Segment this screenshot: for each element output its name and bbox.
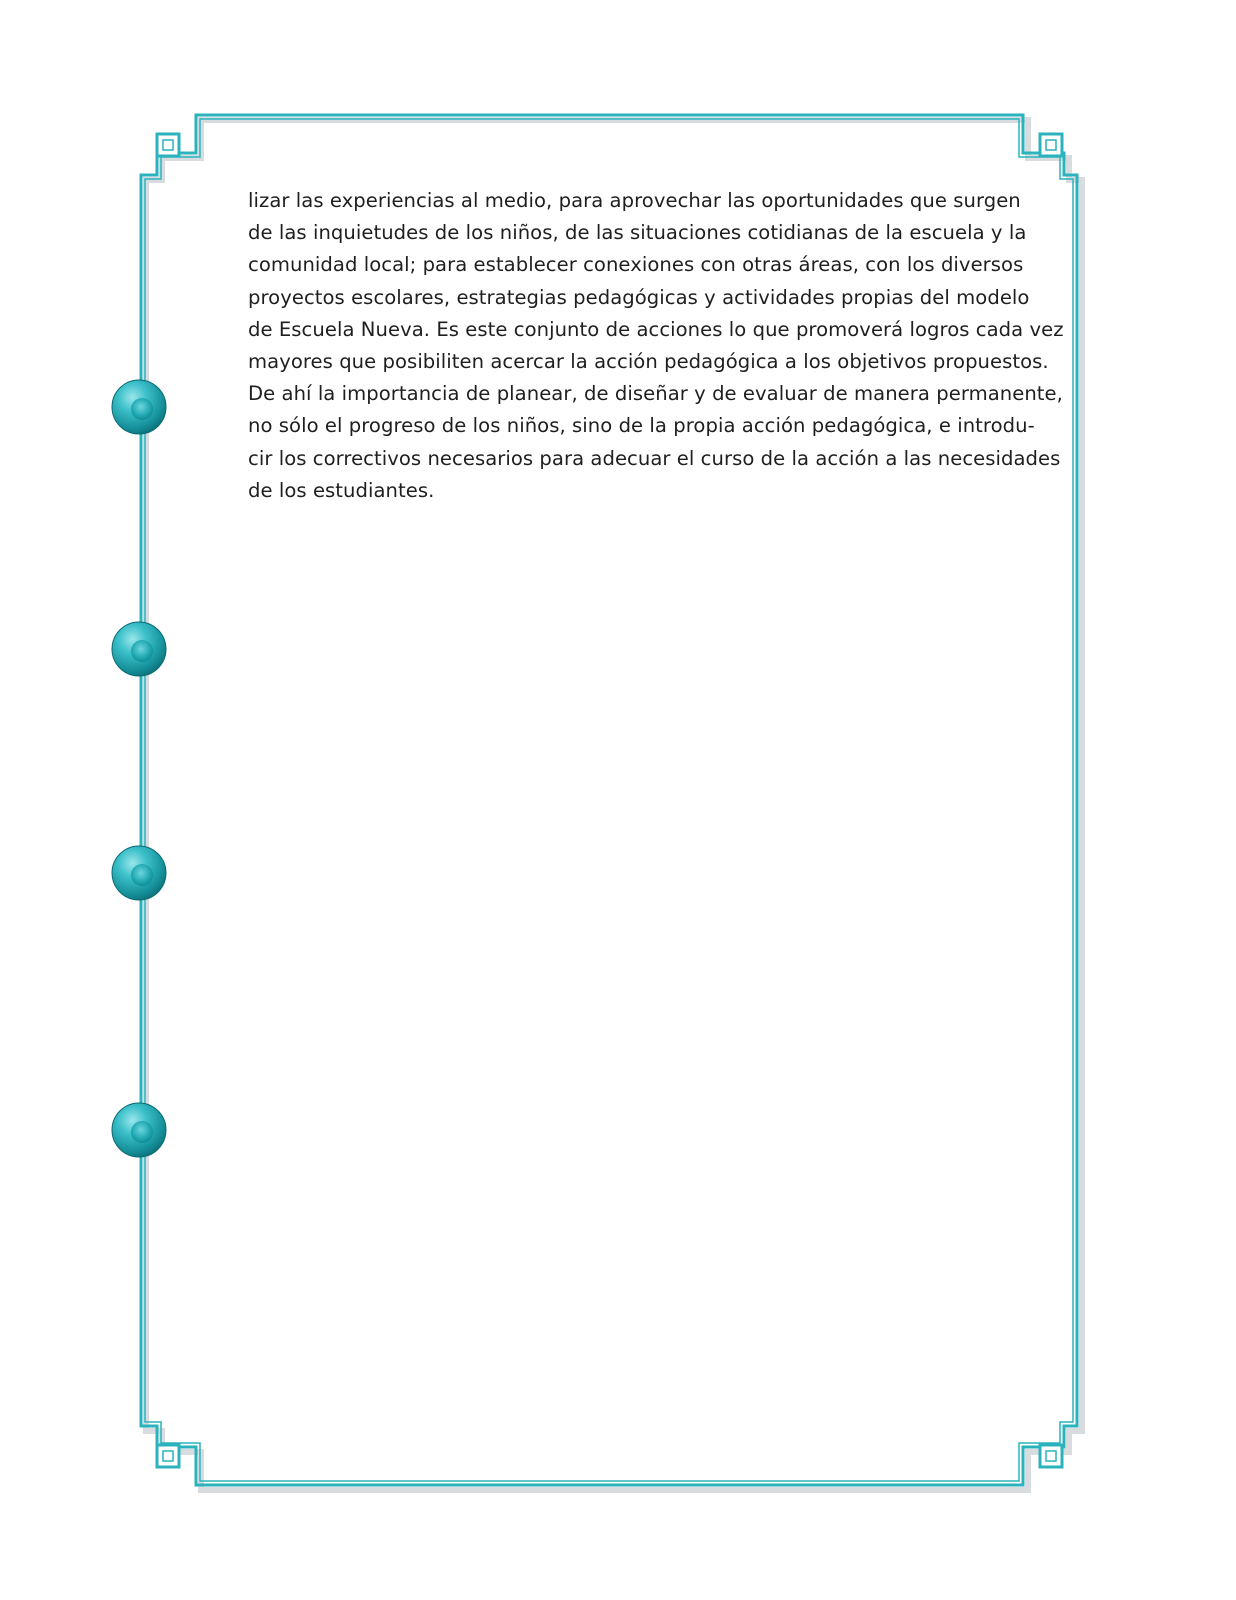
paragraph-line: lizar las experiencias al medio, para aprovechar las oportunidades que surgen [248,189,1021,212]
binder-ring-icon [112,380,166,434]
binder-ring-icon [112,1103,166,1157]
paragraph-line: de Escuela Nueva. Es este conjunto de acciones lo que promoverá logros cada vez [248,317,1064,341]
paragraph-line: no sólo el progreso de los niños, sino de la propia acción pedagógica, e introdu- [248,414,1035,438]
corner-ornament-top-left [157,134,179,156]
paragraph-line: de los estudiantes. [248,478,435,502]
corner-ornament-bottom-left [157,1445,179,1467]
paragraph-line: comunidad local; para establecer conexiones con otras áreas, con los diversos [248,253,1024,277]
binder-ring-icon [112,622,166,676]
paragraph-line: proyectos escolares, estrategias pedagógicas y actividades propias del modelo [248,285,1030,309]
corner-ornament-bottom-right [1040,1445,1062,1467]
paragraph-line: mayores que posibiliten acercar la acción pedagógica a los objetivos propuestos. [248,350,1049,374]
binder-ring-icon [112,846,166,900]
paragraph-line: De ahí la importancia de planear, de diseñar y de evaluar de manera permanente, [248,382,1063,406]
paragraph-line: de las inquietudes de los niños, de las situaciones cotidianas de la escuela y la [248,221,1027,245]
body-paragraph [248,185,1064,507]
corner-ornament-top-right [1040,134,1062,156]
paragraph-line: cir los correctivos necesarios para adecuar el curso de la acción a las necesidades [248,446,1061,470]
